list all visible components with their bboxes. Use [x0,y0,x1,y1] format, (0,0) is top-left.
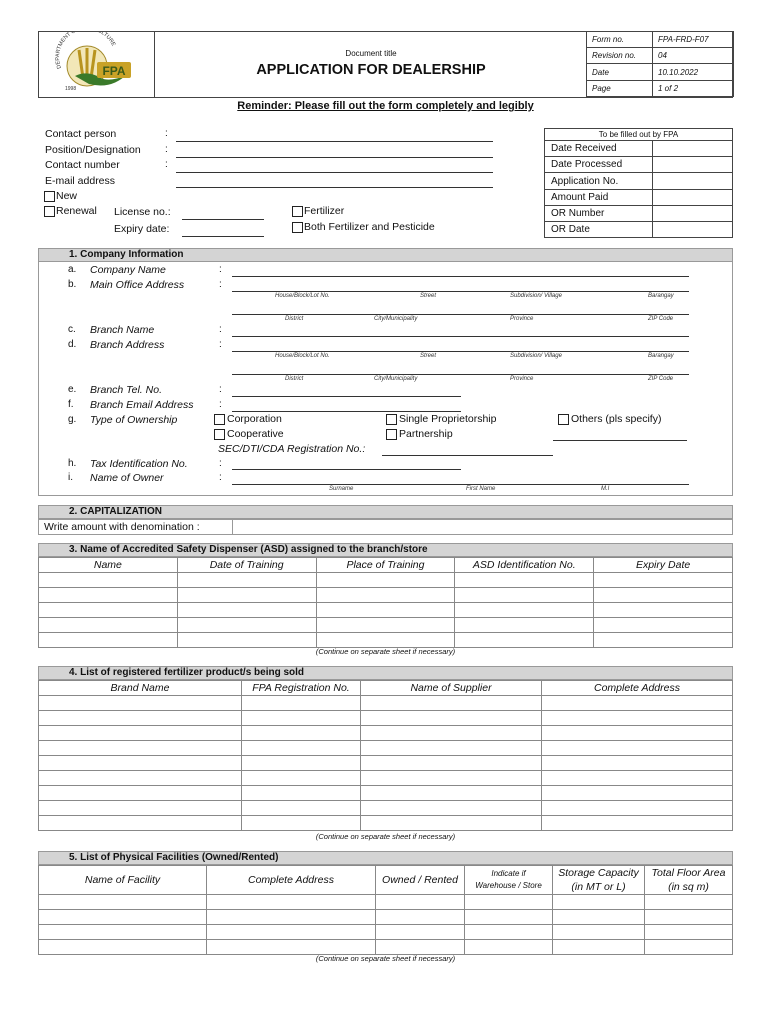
col-header: Name [39,558,178,573]
cell[interactable] [242,696,361,711]
reminder: Reminder: Please fill out the form completely and legibly [237,100,534,112]
cell[interactable] [177,603,316,618]
cell[interactable] [376,940,465,955]
addr-sub: Subdivision/ Village [510,293,562,299]
meta-value: 1 of 2 [653,81,734,97]
addr-sub: House/Block/Lot No. [275,293,330,299]
header-block [38,31,733,98]
owner-field[interactable] [232,484,689,485]
cell[interactable] [361,711,542,726]
cell[interactable] [361,816,542,831]
colon: : [165,159,168,170]
table-row [39,816,733,831]
doc-title: APPLICATION FOR DEALERSHIP [256,62,486,78]
fpa-row-label: Application No. [545,173,653,190]
addr-sub: Province [510,376,534,382]
table-row [39,925,733,940]
col-header: Owned / Rented [376,866,465,895]
continue-note: (Continue on separate sheet if necessary) [315,832,456,841]
fpa-row-value [653,157,733,173]
item-num: c. [68,324,76,335]
item-num: d. [68,339,77,350]
table-row [39,726,733,741]
license-field[interactable] [182,219,264,220]
main-address-field-1[interactable] [232,291,689,292]
section2-title: 2. CAPITALIZATION [38,505,733,519]
col-header: Indicate if Warehouse / Store [465,866,553,895]
table-row [39,940,733,955]
sec-reg-label: SEC/DTI/CDA Registration No.: [218,443,366,455]
renewal-checkbox[interactable] [44,206,55,217]
logo-arc-text: DEPARTMENT LTURE [54,32,117,70]
cell[interactable] [645,910,733,925]
branch-name-field[interactable] [232,336,689,337]
col-header: Brand Name [39,681,242,696]
email-label: E-mail address [45,175,116,187]
cell[interactable] [542,711,733,726]
both-checkbox[interactable] [292,222,303,233]
colon: : [219,279,222,290]
cell[interactable] [39,910,207,925]
item-num: g. [68,414,77,425]
cell[interactable] [242,741,361,756]
cell[interactable] [376,895,465,910]
position-field[interactable] [176,157,493,158]
cell[interactable] [361,801,542,816]
table-row [39,756,733,771]
addr-sub: ZIP Code [648,376,674,382]
colon: : [219,324,222,335]
colon: : [219,472,222,483]
table-row [39,603,733,618]
cell[interactable] [39,726,242,741]
license-label: License no.: [114,206,171,218]
logo-text: FPA [102,64,126,78]
cell[interactable] [39,741,242,756]
table-row [39,588,733,603]
branch-tel-label: Branch Tel. No. [90,384,162,396]
facilities-table [38,865,733,955]
contact-number-field[interactable] [176,172,493,173]
amount-field[interactable] [232,519,733,535]
cell[interactable] [361,726,542,741]
cell[interactable] [39,696,242,711]
cell[interactable] [207,940,376,955]
continue-note: (Continue on separate sheet if necessary) [315,647,456,656]
cell[interactable] [542,756,733,771]
table-row [39,771,733,786]
cooperative-checkbox[interactable] [214,429,225,440]
contact-person-field[interactable] [176,141,493,142]
fpa-row-value [653,206,733,222]
main-address-field-2[interactable] [232,314,689,315]
owner-sub: M.I [601,486,610,492]
section3-title: 3. Name of Accredited Safety Dispenser (ASD) assigned to the branch/store [38,543,733,557]
colon: : [219,264,222,275]
fpa-row-value [653,222,733,238]
expiry-field[interactable] [182,236,264,237]
branch-address-field-2[interactable] [232,374,689,375]
col-header: FPA Registration No. [242,681,361,696]
table-row [39,696,733,711]
item-num: i. [68,472,73,483]
cell[interactable] [177,618,316,633]
branch-tel-field[interactable] [232,396,461,397]
partnership-checkbox[interactable] [386,429,397,440]
meta-value: FPA-FRD-F07 [653,32,734,48]
tin-field[interactable] [232,469,461,470]
cell[interactable] [242,771,361,786]
products-table [38,680,733,831]
section4-title: 4. List of registered fertilizer product/s being sold [38,666,733,680]
branch-email-field[interactable] [232,411,461,412]
col-header: Place of Training [316,558,455,573]
meta-value: 10.10.2022 [653,64,734,81]
cell[interactable] [542,786,733,801]
cell[interactable] [39,925,207,940]
addr-sub: Subdivision/ Village [510,353,562,359]
fpa-row-value [653,141,733,157]
asd-table [38,557,733,648]
expiry-label: Expiry date: [114,223,170,235]
single-prop-label: Single Proprietorship [399,413,497,425]
owner-sub: First Name [466,486,496,492]
colon: : [219,339,222,350]
cell[interactable] [542,801,733,816]
others-label: Others (pls specify) [571,413,662,425]
contact-number-label: Contact number [45,159,120,171]
table-row [39,910,733,925]
fertilizer-checkbox[interactable] [292,206,303,217]
cell[interactable] [542,726,733,741]
addr-sub: Barangay [648,293,674,299]
colon: : [219,399,222,410]
fpa-use-table [544,128,733,238]
owner-label: Name of Owner [90,472,164,484]
new-label: New [56,190,78,202]
addr-sub: District [285,316,304,322]
item-num: a. [68,264,77,275]
both-label: Both Fertilizer and Pesticide [304,221,435,233]
table-row [39,801,733,816]
tin-label: Tax Identification No. [90,458,188,470]
meta-label: Date [587,64,653,81]
cell[interactable] [542,771,733,786]
doc-title-label: Document title [345,49,397,58]
branch-address-label: Branch Address [90,339,165,351]
renewal-label: Renewal [56,205,97,217]
cell[interactable] [207,910,376,925]
write-amount-label: Write amount with denomination : [44,521,200,533]
addr-sub: Barangay [648,353,674,359]
col-header: Name of Supplier [361,681,542,696]
col-header: Storage Capacity (in MT or L) [553,866,645,895]
cell[interactable] [465,925,553,940]
cell[interactable] [39,573,178,588]
capitalization-row [38,519,733,535]
single-prop-checkbox[interactable] [386,414,397,425]
logo-cell [39,32,155,97]
section1-title: 1. Company Information [38,248,733,262]
cell[interactable] [645,940,733,955]
fpa-logo [39,32,155,97]
col-header: Complete Address [207,866,376,895]
addr-sub: Province [510,316,534,322]
colon: : [165,128,168,139]
cell[interactable] [39,801,242,816]
col-header: Name of Facility [39,866,207,895]
cell[interactable] [376,925,465,940]
company-name-field[interactable] [232,276,689,277]
col-header: Total Floor Area (in sq m) [645,866,733,895]
fpa-row-value [653,173,733,190]
cell[interactable] [316,573,455,588]
meta-label: Page [587,81,653,97]
cell[interactable] [553,895,645,910]
company-name-label: Company Name [90,264,166,276]
cell[interactable] [594,573,733,588]
cell[interactable] [542,696,733,711]
cell[interactable] [455,573,594,588]
meta-label: Form no. [587,32,653,48]
cell[interactable] [361,756,542,771]
cell[interactable] [553,925,645,940]
cell[interactable] [207,895,376,910]
cell[interactable] [316,633,455,648]
fpa-row-label: OR Date [545,222,653,238]
partnership-label: Partnership [399,428,453,440]
email-field[interactable] [176,187,493,188]
others-field[interactable] [553,440,687,441]
cell[interactable] [594,618,733,633]
cell[interactable] [177,633,316,648]
cell[interactable] [39,816,242,831]
colon: : [165,144,168,155]
table-row [39,895,733,910]
addr-sub: City/Municipality [374,316,418,322]
fpa-row-label: Date Received [545,141,653,157]
addr-sub: Street [420,293,437,299]
cell[interactable] [316,618,455,633]
cell[interactable] [645,895,733,910]
sec-reg-field[interactable] [382,455,553,456]
cooperative-label: Cooperative [227,428,284,440]
item-num: h. [68,458,77,469]
cell[interactable] [39,711,242,726]
cell[interactable] [39,940,207,955]
cell[interactable] [242,711,361,726]
cell[interactable] [39,633,178,648]
cell[interactable] [465,940,553,955]
item-num: b. [68,279,77,290]
fpa-row-label: Amount Paid [545,190,653,206]
addr-sub: ZIP Code [648,316,674,322]
cell[interactable] [594,603,733,618]
cell[interactable] [39,756,242,771]
cell[interactable] [39,895,207,910]
cell[interactable] [361,771,542,786]
branch-name-label: Branch Name [90,324,155,336]
logo-year: 1998 [65,86,77,92]
others-checkbox[interactable] [558,414,569,425]
cell[interactable] [242,816,361,831]
col-header: Date of Training [177,558,316,573]
ownership-label: Type of Ownership [90,414,178,426]
cell[interactable] [553,940,645,955]
cell[interactable] [455,618,594,633]
cell[interactable] [594,633,733,648]
table-row [39,711,733,726]
col-header: Complete Address [542,681,733,696]
contact-person-label: Contact person [45,128,117,140]
section5-title: 5. List of Physical Facilities (Owned/Rented) [38,851,733,865]
colon: : [219,458,222,469]
cell[interactable] [39,618,178,633]
cell[interactable] [553,910,645,925]
corporation-label: Corporation [227,413,282,425]
corporation-checkbox[interactable] [214,414,225,425]
fpa-row-label: Date Processed [545,157,653,173]
addr-sub: Street [420,353,437,359]
branch-address-field-1[interactable] [232,351,689,352]
addr-sub: District [285,376,304,382]
fpa-box-title: To be filled out by FPA [545,129,733,141]
cell[interactable] [39,786,242,801]
new-checkbox[interactable] [44,191,55,202]
cell[interactable] [455,603,594,618]
cell[interactable] [465,895,553,910]
meta-value: 04 [653,48,734,64]
cell[interactable] [316,588,455,603]
cell[interactable] [361,786,542,801]
branch-email-label: Branch Email Address [90,399,194,411]
cell[interactable] [177,573,316,588]
cell[interactable] [376,910,465,925]
position-label: Position/Designation [45,144,141,156]
cell[interactable] [207,925,376,940]
cell[interactable] [455,633,594,648]
fpa-row-value [653,190,733,206]
cell[interactable] [542,741,733,756]
table-row [39,633,733,648]
meta-label: Revision no. [587,48,653,64]
fertilizer-label: Fertilizer [304,205,345,217]
cell[interactable] [242,801,361,816]
cell[interactable] [177,588,316,603]
cell[interactable] [242,786,361,801]
cell[interactable] [645,925,733,940]
continue-note: (Continue on separate sheet if necessary) [315,954,456,963]
item-num: e. [68,384,77,395]
cell[interactable] [39,588,178,603]
cell[interactable] [316,603,455,618]
cell[interactable] [39,771,242,786]
addr-sub: House/Block/Lot No. [275,353,330,359]
fpa-row-label: OR Number [545,206,653,222]
addr-sub: City/Municipality [374,376,418,382]
cell[interactable] [242,756,361,771]
cell[interactable] [542,816,733,831]
item-num: f. [68,399,74,410]
owner-sub: Surname [329,486,354,492]
table-row [39,786,733,801]
cell[interactable] [455,588,594,603]
main-office-label: Main Office Address [90,279,185,291]
table-row [39,741,733,756]
col-header: ASD Identification No. [455,558,594,573]
cell[interactable] [242,726,361,741]
colon: : [219,384,222,395]
cell[interactable] [39,603,178,618]
cell[interactable] [594,588,733,603]
meta-table [586,31,734,97]
col-header: Expiry Date [594,558,733,573]
cell[interactable] [361,741,542,756]
table-row [39,618,733,633]
table-row [39,573,733,588]
cell[interactable] [465,910,553,925]
cell[interactable] [361,696,542,711]
